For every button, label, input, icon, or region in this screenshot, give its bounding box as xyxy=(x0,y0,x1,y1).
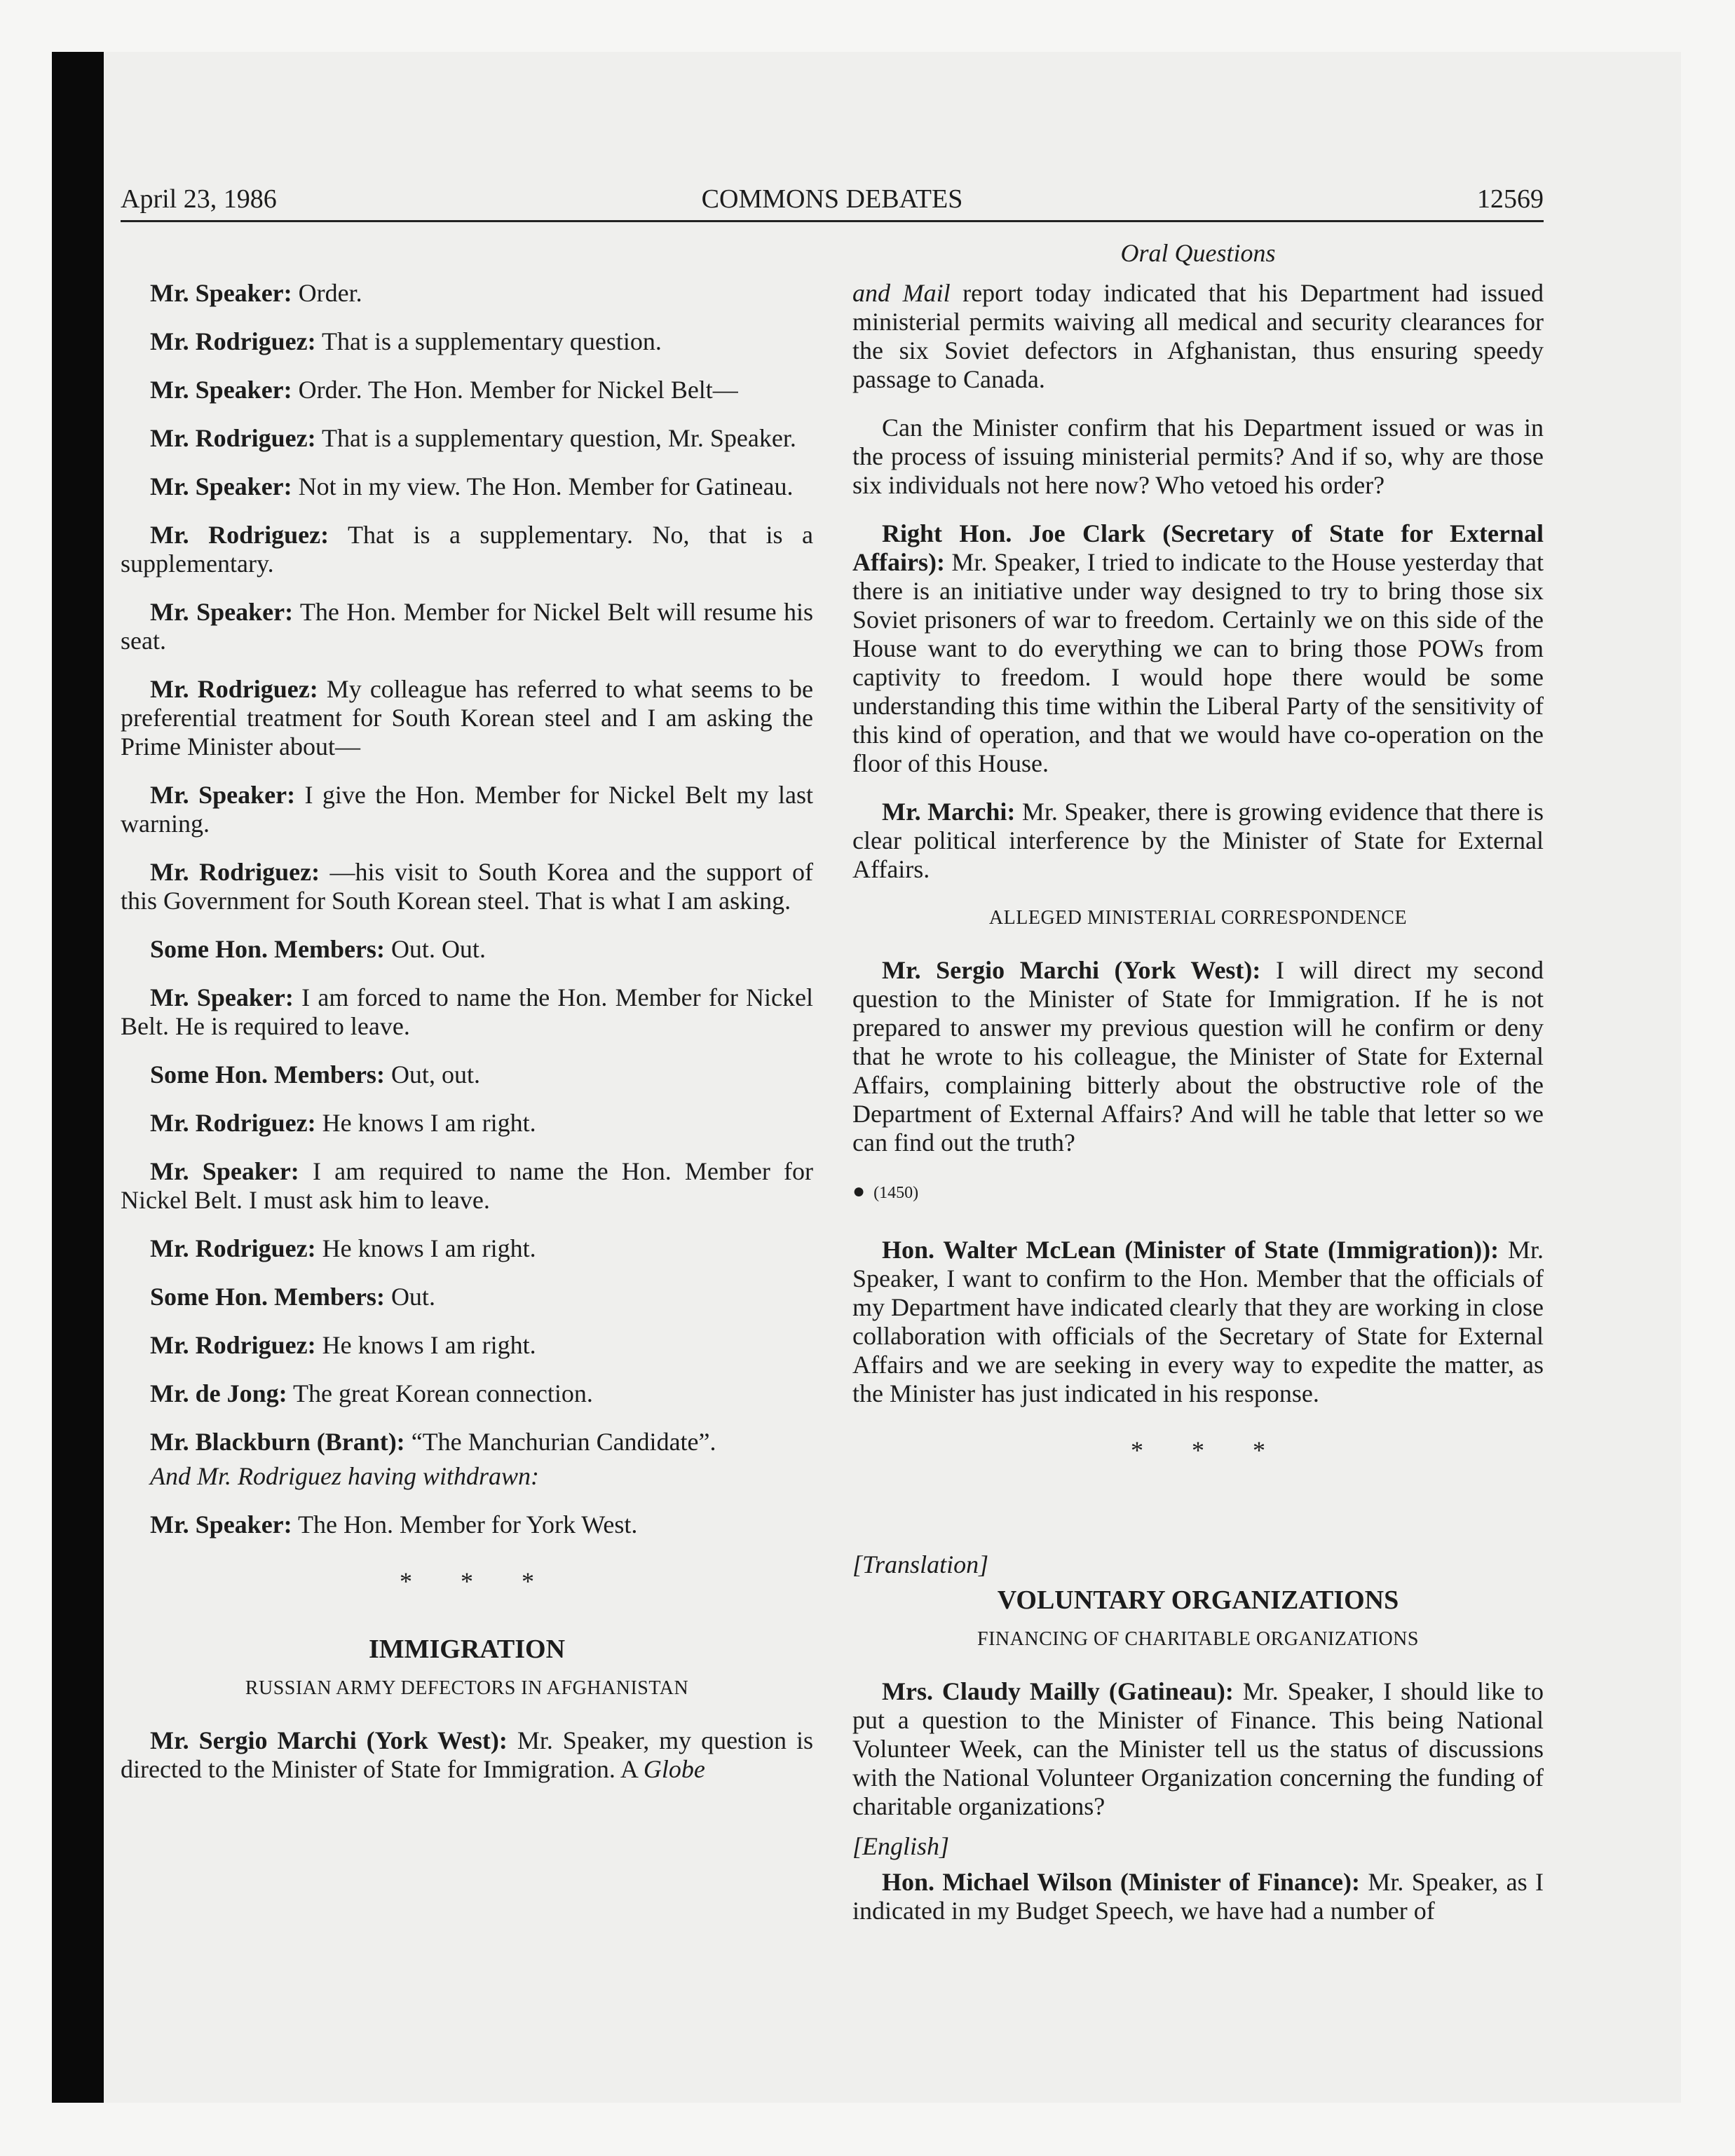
speech-text: Mr. Speaker, there is growing evidence that there is clear political interference by the Minister of State for External Affairs. xyxy=(852,798,1544,883)
paragraph xyxy=(121,1379,813,1408)
speech-text: The great Korean connection. xyxy=(287,1379,593,1407)
speech-text: Mr. Speaker, I want to confirm to the Hon. Member that the officials of my Department have indicated clearly that they are working in close collaboration with officials of the Secretary of State for External Affairs and we are seeking in every way to expedite the matter, as the Minister has just indicated in his response. xyxy=(852,1236,1544,1407)
speaker-name: Mr. Rodriguez: xyxy=(150,1234,316,1262)
speaker-name: Some Hon. Members: xyxy=(150,1283,385,1311)
language-marker: [English] xyxy=(852,1832,950,1860)
section-subheading: ALLEGED MINISTERIAL CORRESPONDENCE xyxy=(988,907,1408,929)
speaker-name: Mr. Rodriguez: xyxy=(150,858,320,886)
paragraph xyxy=(121,935,813,964)
scan-edge xyxy=(52,52,104,2103)
speaker-name: Mr. Rodriguez: xyxy=(150,675,318,703)
stage-direction: And Mr. Rodriguez having withdrawn: xyxy=(150,1462,539,1490)
speech-text: That is a supplementary question. xyxy=(315,327,662,355)
speech-text: Mr. Speaker, I tried to indicate to the House yesterday that there is an initiative under way designed to try to bring those six Soviet prisoners of war to freedom. Certainly we on this side of the House want to do everything we can to bring those POWs from captivity to freedom. I would hope there would be some understanding this time within the Liberal Party of the sensitivity of this kind of operation, and that we would have co-operation on the floor of this House. xyxy=(852,548,1544,777)
speaker-name: Mr. Speaker: xyxy=(150,279,292,307)
speaker-name: Mr. Blackburn (Brant): xyxy=(150,1428,405,1456)
section-subheading: RUSSIAN ARMY DEFECTORS IN AFGHANISTAN xyxy=(245,1677,689,1699)
header-page-number: 12569 xyxy=(1477,184,1544,214)
paragraph xyxy=(121,1234,813,1263)
paragraph xyxy=(852,1677,1544,1821)
speaker-name: Mr. Rodriguez: xyxy=(150,1109,316,1137)
speech-text: Order. xyxy=(292,279,362,307)
paragraph xyxy=(121,1331,813,1360)
paragraph xyxy=(852,956,1544,1157)
paragraph xyxy=(121,376,813,404)
paragraph xyxy=(121,279,813,308)
speech-text: Mr. Speaker, as I indicated in my Budget Speech, we have had a number of xyxy=(852,1868,1544,1925)
speech-text: “The Manchurian Candidate”. xyxy=(404,1428,716,1456)
speech-text: That is a supplementary. No, that is a supplementary. xyxy=(121,521,813,578)
speech-text: Mr. Speaker, I should like to put a question to the Minister of Finance. This being National Volunteer Week, can the Minister tell us the status of discussions with the National Volunteer Organization concerning the funding of charitable organizations? xyxy=(852,1677,1544,1820)
speaker-name: Mr. Rodriguez: xyxy=(150,424,316,452)
section-separator: * * * xyxy=(400,1567,555,1595)
speaker-name: Mr. Rodriguez: xyxy=(150,1331,316,1359)
paragraph xyxy=(121,1510,813,1539)
speech-text: Mr. Speaker, my question is directed to the Minister of State for Immigration. A xyxy=(121,1726,813,1783)
speech-text: The Hon. Member for York West. xyxy=(292,1510,638,1538)
time-stamp: (1450) xyxy=(873,1184,919,1202)
paragraph xyxy=(121,983,813,1041)
paragraph xyxy=(852,1236,1544,1408)
paragraph: Can the Minister confirm that his Department issued or was in the process of issuing ministerial permits? And if so, why are those six individuals not here now? Who vetoed his order? xyxy=(852,414,1544,499)
speaker-name: Mr. Rodriguez: xyxy=(150,521,329,549)
language-marker: [Translation] xyxy=(852,1550,989,1578)
section-separator: * * * xyxy=(1131,1436,1286,1464)
paragraph xyxy=(852,1868,1544,1925)
section-heading: IMMIGRATION xyxy=(368,1635,566,1664)
speaker-name: Mr. de Jong: xyxy=(150,1379,287,1407)
speaker-name: Mr. Sergio Marchi (York West): xyxy=(150,1726,508,1754)
left-column xyxy=(121,279,813,1803)
speaker-name: Hon. Michael Wilson (Minister of Finance): xyxy=(882,1868,1360,1896)
speaker-name: Mr. Speaker: xyxy=(150,598,294,626)
paragraph xyxy=(121,1157,813,1215)
speaker-name: Mr. Rodriguez: xyxy=(150,327,316,355)
speaker-name: Mr. Speaker: xyxy=(150,1510,292,1538)
speaker-name: Mrs. Claudy Mailly (Gatineau): xyxy=(882,1677,1234,1705)
paragraph xyxy=(852,519,1544,778)
paragraph xyxy=(121,675,813,761)
paragraph xyxy=(852,279,1544,394)
header-rule xyxy=(121,220,1544,222)
speech-text: He knows I am right. xyxy=(315,1109,536,1137)
paragraph xyxy=(121,1428,813,1456)
newspaper-name: Globe xyxy=(643,1755,705,1783)
newspaper-name: and Mail xyxy=(852,279,951,307)
paragraph xyxy=(121,1283,813,1311)
speaker-name: Mr. Sergio Marchi (York West): xyxy=(882,956,1261,984)
speech-text: He knows I am right. xyxy=(315,1234,536,1262)
speaker-name: Mr. Speaker: xyxy=(150,472,292,500)
speech-text: I am forced to name the Hon. Member for Nickel Belt. He is required to leave. xyxy=(121,983,814,1040)
paragraph xyxy=(121,424,813,453)
section-title: Oral Questions xyxy=(1120,239,1276,267)
paragraph xyxy=(121,1109,813,1138)
paragraph xyxy=(121,598,813,655)
paragraph xyxy=(121,781,813,838)
speaker-name: Mr. Speaker: xyxy=(150,983,294,1011)
speech-text: Out. xyxy=(384,1283,435,1311)
running-header xyxy=(121,184,1544,223)
speaker-name: Some Hon. Members: xyxy=(150,935,385,963)
paragraph xyxy=(121,472,813,501)
bullet-icon: ● xyxy=(852,1180,866,1203)
speaker-name: Mr. Marchi: xyxy=(882,798,1016,826)
speech-text: He knows I am right. xyxy=(315,1331,536,1359)
speech-text: report today indicated that his Department had issued ministerial permits waiving all medical and security clearances for the six Soviet defectors in Afghanistan, thus ensuring speedy passage to Canada. xyxy=(852,279,1544,393)
right-column xyxy=(852,279,1544,1945)
speech-text: Out. Out. xyxy=(384,935,486,963)
header-title: COMMONS DEBATES xyxy=(701,184,963,214)
speaker-name: Mr. Speaker: xyxy=(150,376,292,404)
speech-text: The Hon. Member for Nickel Belt will resume his seat. xyxy=(121,598,813,655)
section-subheading: FINANCING OF CHARITABLE ORGANIZATIONS xyxy=(977,1628,1419,1650)
speech-text: I give the Hon. Member for Nickel Belt my last warning. xyxy=(121,781,814,838)
paragraph xyxy=(121,858,813,915)
paragraph xyxy=(121,1726,813,1784)
speaker-name: Hon. Walter McLean (Minister of State (Immigration)): xyxy=(882,1236,1499,1264)
time-marker xyxy=(852,1177,1544,1208)
paragraph xyxy=(121,327,813,356)
speech-text: Out, out. xyxy=(384,1060,480,1089)
speaker-name: Mr. Speaker: xyxy=(150,1157,299,1185)
speech-text: I am required to name the Hon. Member for Nickel Belt. I must ask him to leave. xyxy=(121,1157,814,1214)
paragraph xyxy=(121,1060,813,1089)
speech-text: My colleague has referred to what seems to be preferential treatment for South Korean steel and I am asking the Prime Minister about— xyxy=(121,675,813,760)
speech-text: That is a supplementary question, Mr. Speaker. xyxy=(315,424,796,452)
speech-text: —his visit to South Korea and the support of this Government for South Korean steel. That is what I am asking. xyxy=(121,858,813,915)
speaker-name: Mr. Speaker: xyxy=(150,781,296,809)
speaker-name: Right Hon. Joe Clark (Secretary of State for External Affairs): xyxy=(852,519,1544,576)
paragraph xyxy=(852,798,1544,884)
speech-text: Not in my view. The Hon. Member for Gatineau. xyxy=(292,472,794,500)
speech-text: I will direct my second question to the Minister of State for Immigration. If he is not prepared to answer my previous question will he confirm or deny that he wrote to his colleague, the Minister of State for External Affairs, complaining bitterly about the obstructive role of the Department of External Affairs? And will he table that letter so we can find out the truth? xyxy=(852,956,1544,1157)
header-date: April 23, 1986 xyxy=(121,184,277,214)
paragraph xyxy=(121,521,813,578)
speaker-name: Some Hon. Members: xyxy=(150,1060,385,1089)
section-heading: VOLUNTARY ORGANIZATIONS xyxy=(997,1585,1399,1615)
speech-text: Order. The Hon. Member for Nickel Belt— xyxy=(292,376,738,404)
spacer xyxy=(852,1504,1544,1550)
